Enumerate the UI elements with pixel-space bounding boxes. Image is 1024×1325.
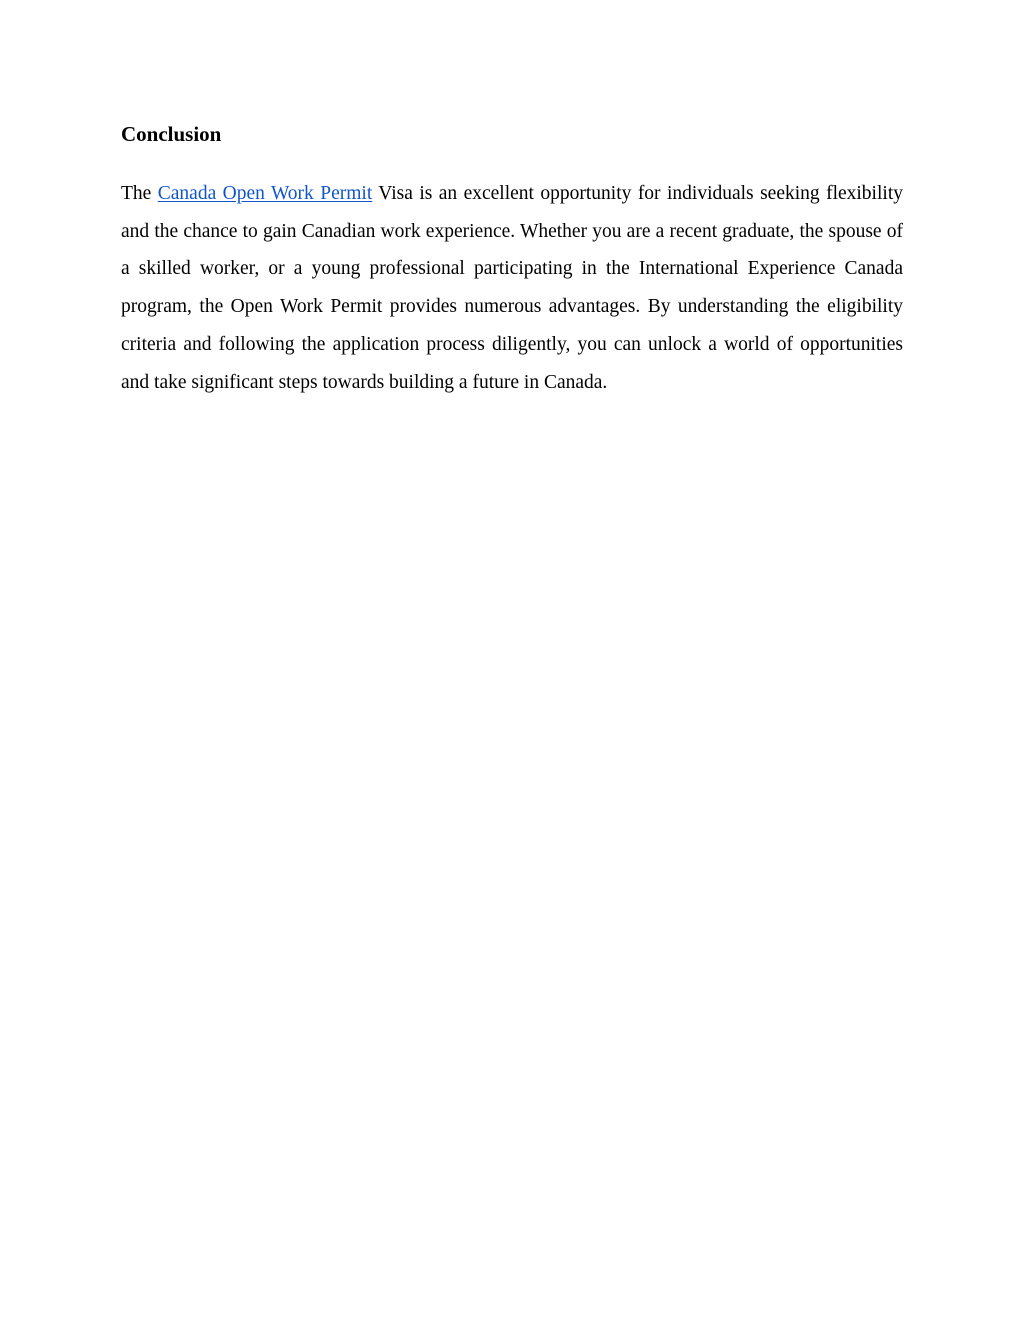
section-heading: Conclusion	[121, 122, 222, 146]
document-content	[121, 118, 903, 401]
conclusion-paragraph	[121, 175, 903, 401]
paragraph-text-start: The	[121, 183, 158, 204]
paragraph-text-rest: Visa is an excellent opportunity for individuals seeking flexibility and the chance to gain Canadian work experience. Whether you are a recent graduate, the spouse of a skilled worker, or a young professional participating in the International Experience Canada program, the Open Work Permit provides numerous advantages. By understanding the eligibility criteria and following the application process diligently, you can unlock a world of opportunities and take significant steps towards building a future in Canada.	[121, 183, 903, 393]
canada-open-work-permit-link[interactable]: Canada Open Work Permit	[157, 183, 373, 204]
